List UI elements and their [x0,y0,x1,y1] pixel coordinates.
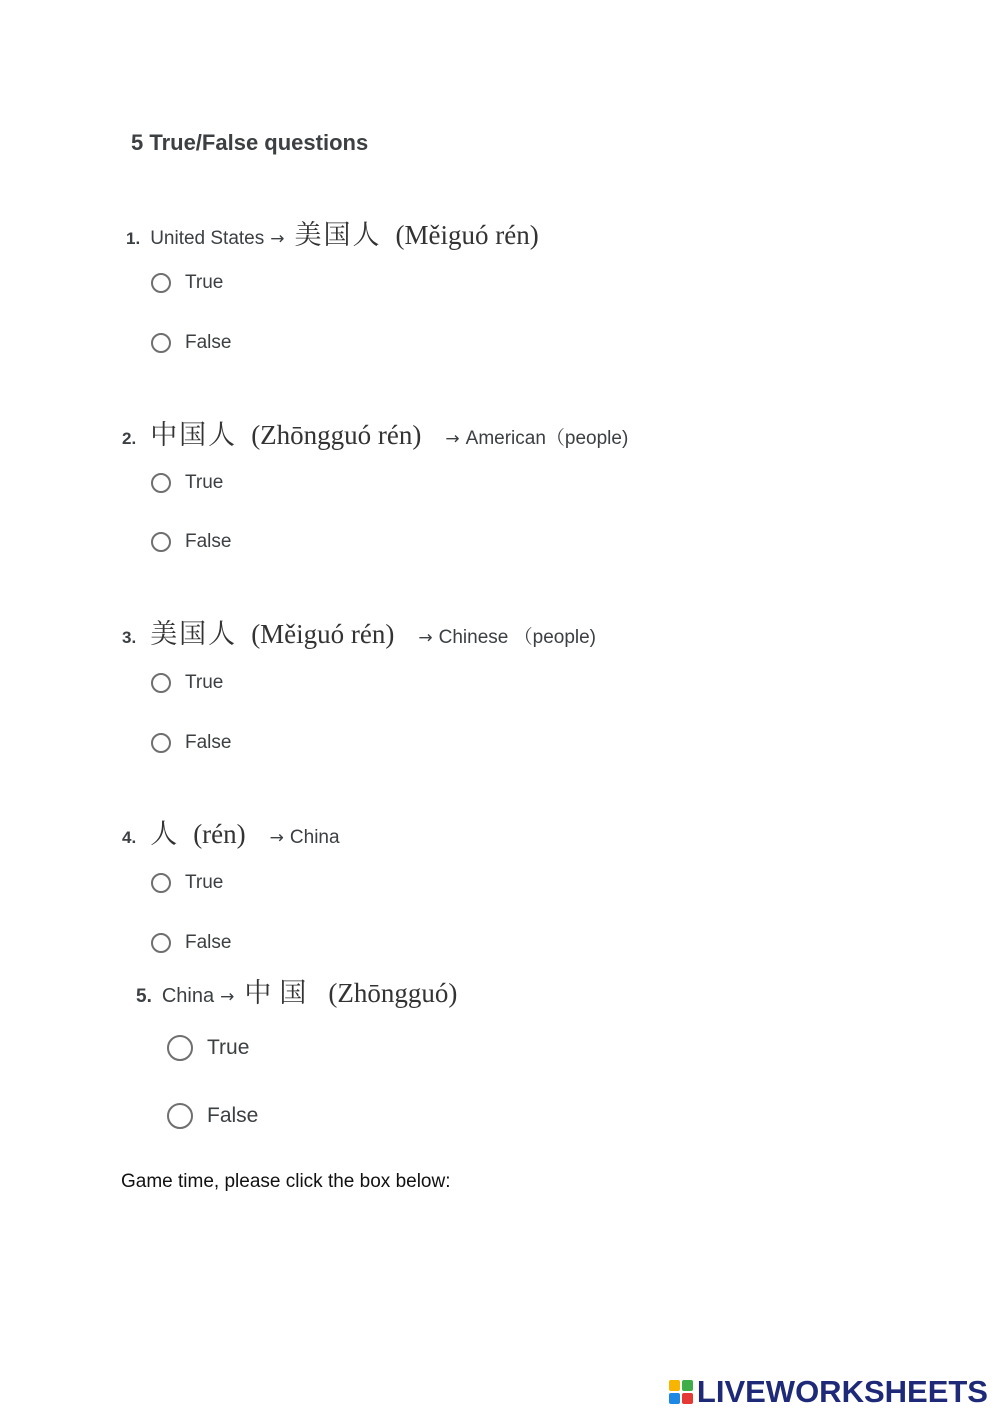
q5-option-true[interactable] [167,1035,249,1061]
question-number: 5. [136,986,152,1007]
question-text: Chinese （people) [438,627,597,648]
logo-square-1 [669,1380,680,1391]
pinyin-text: (Měiguó rén) [251,619,395,649]
option-label: False [185,332,232,353]
question-1-prompt [126,213,539,252]
option-label: True [185,472,224,493]
option-label: False [207,1104,259,1127]
arrow-icon: → [445,429,460,449]
liveworksheets-brand [669,1374,988,1410]
arrow-icon: → [269,828,284,848]
pinyin-text: (Měiguó rén) [395,220,539,250]
radio-button[interactable] [151,532,171,552]
question-4-prompt [122,812,340,851]
q1-option-true[interactable] [151,272,223,294]
hanzi-text: 中国 [244,978,315,1009]
arrow-icon: → [418,628,433,648]
radio-button[interactable] [151,733,171,753]
option-label: True [207,1036,250,1059]
question-number: 2. [122,429,137,448]
pinyin-text: (Zhōngguó) [328,978,458,1008]
option-label: True [185,672,224,693]
question-number: 4. [122,828,137,847]
q4-option-false[interactable] [151,932,231,954]
q2-option-true[interactable] [151,472,223,494]
option-label: False [185,732,232,753]
q1-option-false[interactable] [151,332,231,354]
q2-option-false[interactable] [151,531,231,553]
arrow-icon: → [270,229,285,249]
radio-button[interactable] [167,1103,193,1129]
hanzi-text: 人 [150,819,180,850]
question-3-prompt [122,612,596,651]
question-2-prompt [122,413,628,452]
q3-option-false[interactable] [151,732,231,754]
option-label: True [185,272,224,293]
option-label: False [185,531,232,552]
liveworksheets-logo-icon [669,1380,693,1404]
logo-square-2 [682,1380,693,1391]
radio-button[interactable] [151,673,171,693]
game-instruction: Game time, please click the box below: [121,1171,451,1192]
question-5-prompt [136,971,457,1010]
question-text: China [289,827,340,848]
radio-button[interactable] [167,1035,193,1061]
question-text: China [161,985,215,1007]
hanzi-text: 美国人 [294,220,382,251]
page-title: 5 True/False questions [131,130,369,155]
hanzi-text: 中国人 [150,420,238,451]
option-label: True [185,872,224,893]
radio-button[interactable] [151,873,171,893]
brand-text: LIVEWORKSHEETS [696,1374,988,1409]
question-text: United States [150,228,265,249]
question-text: American（people) [465,428,629,449]
logo-square-3 [669,1393,680,1404]
logo-square-4 [682,1393,693,1404]
pinyin-text: (rén) [193,819,246,849]
question-number: 1. [126,229,141,248]
hanzi-text: 美国人 [150,619,238,650]
radio-button[interactable] [151,933,171,953]
pinyin-text: (Zhōngguó rén) [251,420,422,450]
option-label: False [185,932,232,953]
q3-option-true[interactable] [151,672,223,694]
q5-option-false[interactable] [167,1103,258,1129]
arrow-icon: → [220,987,235,1007]
radio-button[interactable] [151,273,171,293]
q4-option-true[interactable] [151,872,223,894]
radio-button[interactable] [151,473,171,493]
question-number: 3. [122,628,137,647]
radio-button[interactable] [151,333,171,353]
